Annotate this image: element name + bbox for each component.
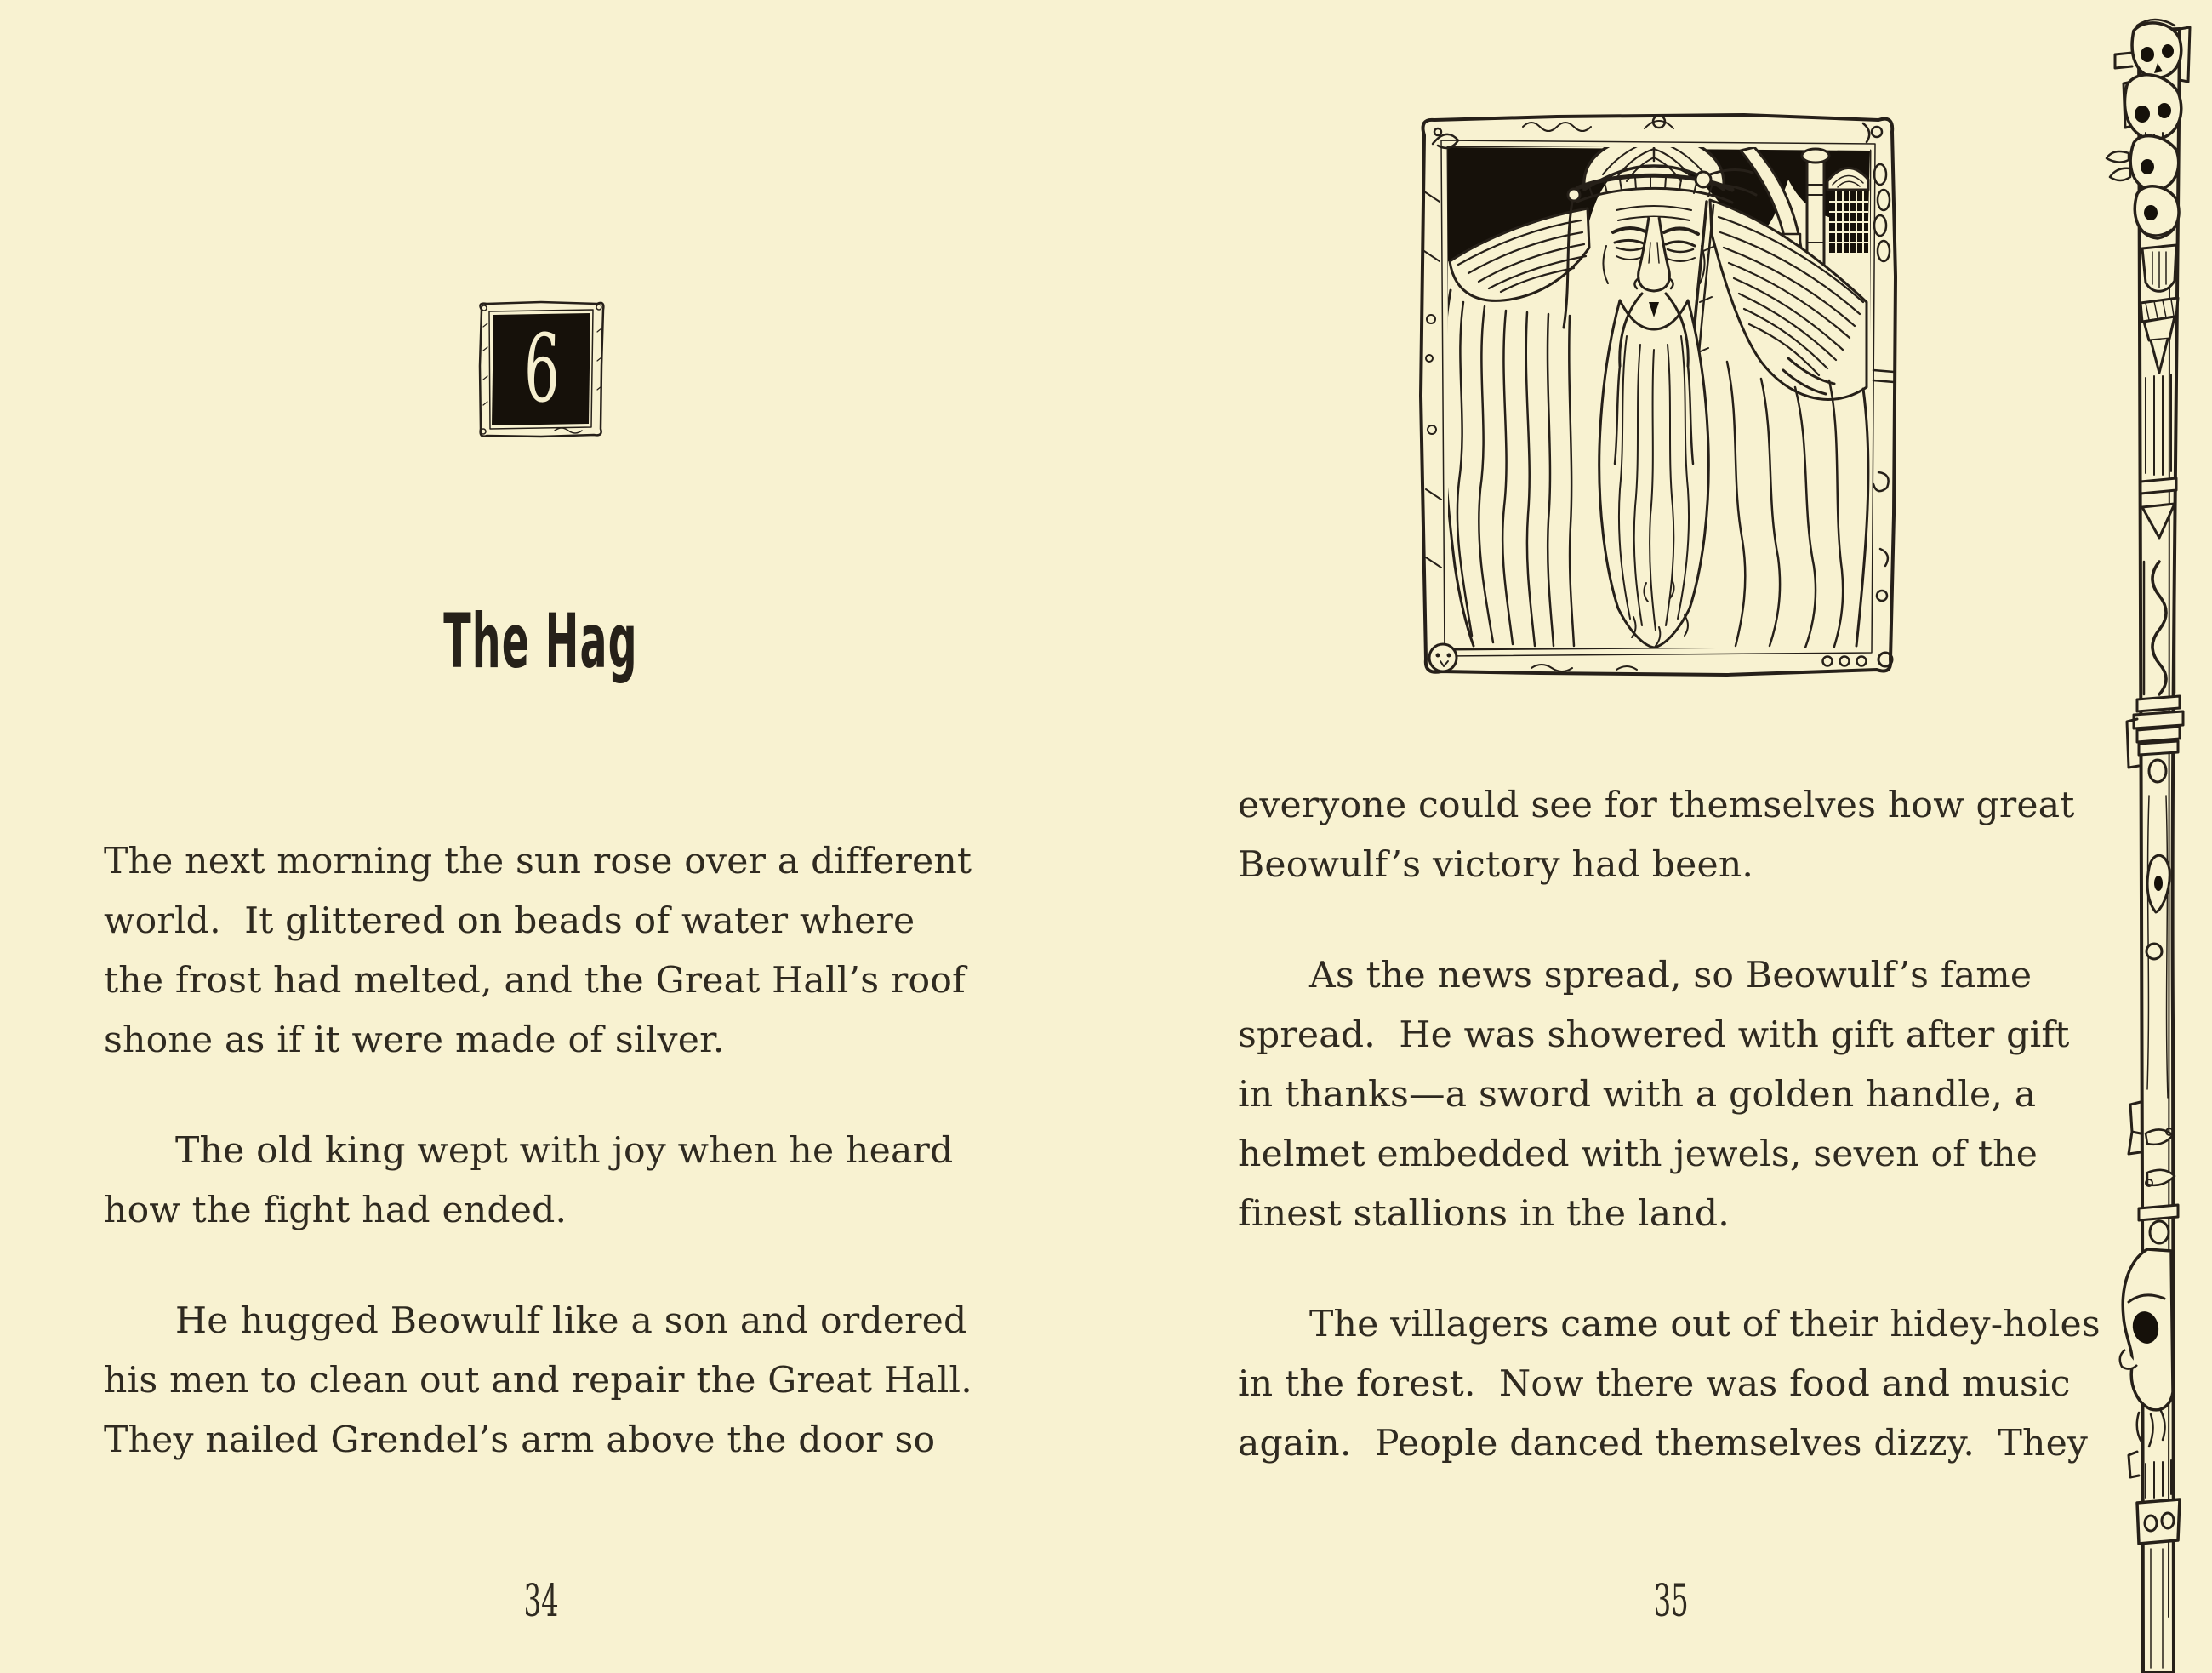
text-line: everyone could see for themselves how great — [1238, 785, 2075, 826]
paragraph — [1238, 1295, 2165, 1474]
skull-staff-art — [2095, 0, 2205, 1673]
text-line: finest stallions in the land. — [1238, 1193, 1730, 1235]
text-line: spread. He was showered with gift after gift — [1238, 1014, 2070, 1056]
king-portrait-art — [1404, 106, 1910, 689]
text-line: helmet embedded with jewels, seven of the — [1238, 1133, 2038, 1175]
left-page-number: 34 — [523, 1576, 559, 1627]
paragraph — [104, 1292, 1040, 1470]
text-line: The next morning the sun rose over a different — [104, 841, 972, 882]
right-page-text — [1238, 776, 2165, 1474]
text-line: again. People danced themselves dizzy. They — [1238, 1423, 2089, 1465]
skull-staff-illustration — [2095, 0, 2205, 1673]
paragraph — [1238, 776, 2165, 895]
text-line: shone as if it were made of silver. — [104, 1019, 725, 1061]
king-portrait-illustration — [1404, 106, 1910, 689]
chapter-title: The Hag — [443, 597, 639, 685]
paragraph — [104, 1122, 1040, 1241]
left-page-text — [104, 832, 1040, 1470]
text-line: The villagers came out of their hidey-holes — [1309, 1304, 2101, 1345]
text-line: in thanks—a sword with a golden handle, a — [1238, 1074, 2037, 1116]
text-line: He hugged Beowulf like a son and ordered — [175, 1300, 967, 1342]
text-line: They nailed Grendel’s arm above the door so — [104, 1419, 936, 1461]
text-line: world. It glittered on beads of water where — [104, 900, 915, 942]
text-line: Beowulf’s victory had been. — [1238, 844, 1754, 886]
chapter-number: 6 — [522, 312, 562, 425]
text-line: in the forest. Now there was food and music — [1238, 1363, 2071, 1405]
paragraph — [1238, 946, 2165, 1244]
text-line: As the news spread, so Beowulf’s fame — [1309, 955, 2032, 996]
text-line: the frost had melted, and the Great Hall’s roof — [104, 960, 966, 1002]
right-page-number: 35 — [1653, 1576, 1689, 1627]
chapter-number-box — [473, 298, 611, 443]
text-line: how the fight had ended. — [104, 1190, 567, 1231]
paragraph — [104, 832, 1040, 1071]
text-line: his men to clean out and repair the Great Hall. — [104, 1360, 972, 1402]
text-line: The old king wept with joy when he heard — [175, 1130, 954, 1172]
